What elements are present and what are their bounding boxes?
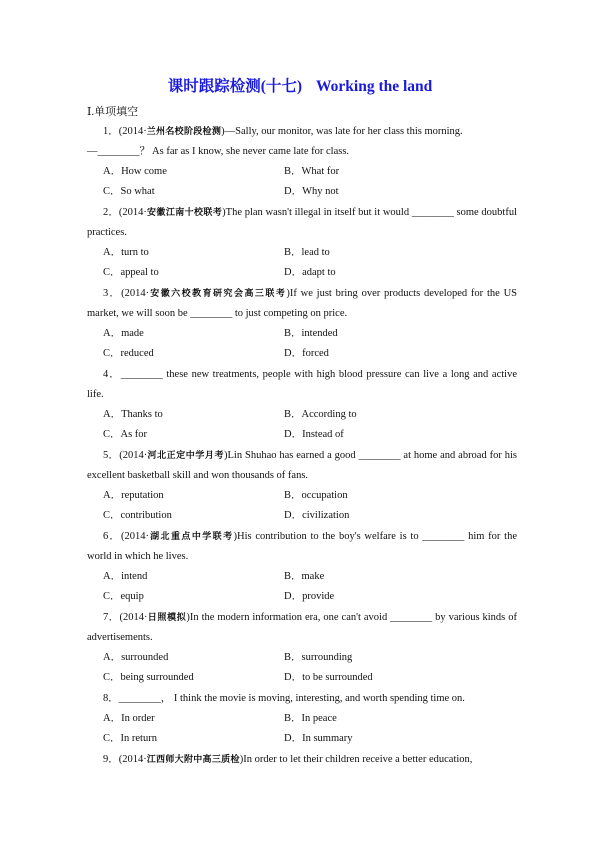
option-list bbox=[87, 648, 517, 688]
question bbox=[87, 283, 517, 364]
answer-option: B．occupation bbox=[284, 490, 348, 501]
answer-option: D．Why not bbox=[284, 186, 339, 197]
answer-option: B．make bbox=[284, 571, 325, 582]
question-source: 安徽六校教育研究会高三联考 bbox=[149, 288, 287, 298]
answer-option: C．equip bbox=[103, 591, 144, 602]
question-stem bbox=[87, 749, 517, 770]
answer-option: B．surrounding bbox=[284, 652, 353, 663]
answer-option: D．adapt to bbox=[284, 267, 336, 278]
question bbox=[87, 121, 517, 202]
question bbox=[87, 688, 517, 749]
answer-option: A．intend bbox=[103, 571, 148, 582]
question bbox=[87, 445, 517, 526]
answer-option: A．turn to bbox=[103, 247, 149, 258]
answer-option: C．being surrounded bbox=[103, 672, 194, 683]
question-stem bbox=[87, 283, 517, 324]
question-number: 9．(2014· bbox=[103, 754, 147, 765]
answer-option: B．According to bbox=[284, 409, 357, 420]
answer-option: A．reputation bbox=[103, 490, 164, 501]
title-en: Working the land bbox=[316, 78, 433, 95]
question-text: )—Sally, our monitor, was late for her class this morning. bbox=[221, 126, 463, 137]
question-reply-line: —________？ As far as I know, she never came late for class. bbox=[87, 146, 350, 157]
answer-option: B．What for bbox=[284, 166, 340, 177]
question-stem bbox=[87, 121, 517, 142]
question-source: 河北正定中学月考 bbox=[147, 450, 225, 460]
answer-option: D．to be surrounded bbox=[284, 672, 373, 683]
answer-option: A．surrounded bbox=[103, 652, 169, 663]
option-list bbox=[87, 162, 517, 202]
answer-option: D．forced bbox=[284, 348, 329, 359]
question bbox=[87, 526, 517, 607]
question-text: ________ these new treatments, people with high blood pressure can live a long and active life. bbox=[87, 369, 517, 400]
question bbox=[87, 749, 517, 770]
question-text: )In order to let their children receive a better education, bbox=[239, 754, 473, 765]
answer-option: D．civilization bbox=[284, 510, 350, 521]
question-number: 3．(2014· bbox=[103, 288, 150, 299]
answer-option: C．contribution bbox=[103, 510, 172, 521]
option-list bbox=[87, 324, 517, 364]
question bbox=[87, 607, 517, 688]
question-text: ________， I think the movie is moving, interesting, and worth spending time on. bbox=[118, 693, 465, 704]
question-source: 安徽江南十校联考 bbox=[146, 207, 223, 217]
question-stem bbox=[87, 445, 517, 486]
answer-option: A．How come bbox=[103, 166, 167, 177]
question-text: )If we just bring over products developed for the US market, we will soon be ________ to just competing on price. bbox=[87, 288, 517, 319]
answer-option: B．intended bbox=[284, 328, 338, 339]
question bbox=[87, 364, 517, 445]
question-source: 兰州名校阶段检测 bbox=[146, 126, 222, 136]
question-source: 日照模拟 bbox=[147, 612, 187, 622]
question-text: )The plan wasn't illegal in itself but it would ________ some doubtful practices. bbox=[87, 207, 517, 238]
question-text: )In the modern information era, one can't avoid ________ by various kinds of advertisements. bbox=[87, 612, 517, 643]
question-number: 2．(2014· bbox=[103, 207, 147, 218]
option-list bbox=[87, 486, 517, 526]
answer-option: A．In order bbox=[103, 713, 155, 724]
question-number: 4． bbox=[103, 369, 121, 380]
question-stem bbox=[87, 688, 517, 709]
question-number: 5．(2014· bbox=[103, 450, 148, 461]
question-stem bbox=[87, 526, 517, 567]
answer-option: A．Thanks to bbox=[103, 409, 163, 420]
answer-option: B．lead to bbox=[284, 247, 330, 258]
question-text: )Lin Shuhao has earned a good ________ at home and abroad for his excellent basketball skill and won thousands of fans. bbox=[87, 450, 517, 481]
question-number: 1．(2014· bbox=[103, 126, 147, 137]
section-heading: Ⅰ.单项填空 bbox=[87, 106, 139, 118]
answer-option: C．In return bbox=[103, 733, 157, 744]
option-list bbox=[87, 709, 517, 749]
question-number: 7．(2014· bbox=[103, 612, 148, 623]
page-title bbox=[0, 74, 600, 96]
answer-option: C．reduced bbox=[103, 348, 154, 359]
question-stem bbox=[87, 202, 517, 243]
answer-option: B．In peace bbox=[284, 713, 337, 724]
question-text: )His contribution to the boy's welfare is to ________ him for the world in which he lives. bbox=[87, 531, 517, 562]
answer-option: C．appeal to bbox=[103, 267, 159, 278]
answer-option: D．provide bbox=[284, 591, 335, 602]
answer-option: D．In summary bbox=[284, 733, 353, 744]
option-list bbox=[87, 405, 517, 445]
answer-option: C．As for bbox=[103, 429, 148, 440]
option-list bbox=[87, 567, 517, 607]
question-stem bbox=[87, 364, 517, 405]
question-number: 8． bbox=[103, 693, 119, 704]
question bbox=[87, 202, 517, 283]
question-source: 湖北重点中学联考 bbox=[149, 531, 234, 541]
title-cn: 课时跟踪检测(十七) bbox=[167, 78, 303, 95]
answer-option: A．made bbox=[103, 328, 144, 339]
question-number: 6．(2014· bbox=[103, 531, 149, 542]
question-list bbox=[87, 121, 517, 770]
question-stem bbox=[87, 607, 517, 648]
question-source: 江西师大附中高三质检 bbox=[146, 754, 240, 764]
answer-option: D．Instead of bbox=[284, 429, 344, 440]
answer-option: C．So what bbox=[103, 186, 155, 197]
option-list bbox=[87, 243, 517, 283]
